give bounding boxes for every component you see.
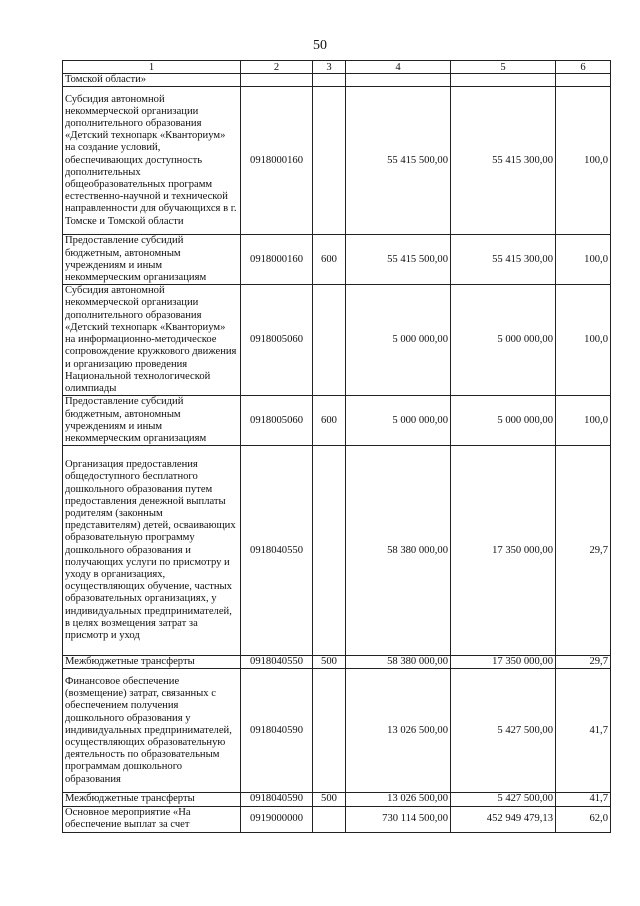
row-type xyxy=(313,87,346,235)
table-row xyxy=(63,285,611,396)
row-pct: 100,0 xyxy=(556,285,611,396)
row-plan: 58 380 000,00 xyxy=(346,656,451,669)
table-row xyxy=(63,656,611,669)
row-type xyxy=(313,669,346,793)
header-col-4: 4 xyxy=(346,61,451,74)
row-type xyxy=(313,285,346,396)
header-col-5: 5 xyxy=(451,61,556,74)
row-name: Межбюджетные трансферты xyxy=(63,656,241,669)
row-plan: 730 114 500,00 xyxy=(346,806,451,832)
table-header-row xyxy=(63,61,611,74)
budget-table xyxy=(62,60,611,833)
row-fact: 17 350 000,00 xyxy=(451,446,556,656)
row-name: Предоставление субсидий бюджетным, автономным учреждениям и иным некоммерческим организациям xyxy=(63,396,241,446)
row-plan: 13 026 500,00 xyxy=(346,669,451,793)
row-plan xyxy=(346,74,451,87)
row-type: 500 xyxy=(313,793,346,806)
header-col-6: 6 xyxy=(556,61,611,74)
row-pct: 62,0 xyxy=(556,806,611,832)
table-row xyxy=(63,446,611,656)
table-row xyxy=(63,806,611,832)
row-name: Межбюджетные трансферты xyxy=(63,793,241,806)
row-plan: 5 000 000,00 xyxy=(346,285,451,396)
row-plan: 55 415 500,00 xyxy=(346,87,451,235)
row-code: 0918005060 xyxy=(241,285,313,396)
row-code: 0918040550 xyxy=(241,656,313,669)
row-fact: 5 427 500,00 xyxy=(451,669,556,793)
row-type: 600 xyxy=(313,396,346,446)
row-type xyxy=(313,446,346,656)
row-pct: 29,7 xyxy=(556,446,611,656)
table-row xyxy=(63,669,611,793)
row-fact: 452 949 479,13 xyxy=(451,806,556,832)
header-col-1: 1 xyxy=(63,61,241,74)
row-pct: 41,7 xyxy=(556,793,611,806)
table-row xyxy=(63,793,611,806)
header-col-2: 2 xyxy=(241,61,313,74)
row-pct: 100,0 xyxy=(556,396,611,446)
row-code: 0918000160 xyxy=(241,235,313,285)
row-fact: 5 000 000,00 xyxy=(451,285,556,396)
row-type xyxy=(313,806,346,832)
table-row xyxy=(63,396,611,446)
row-type xyxy=(313,74,346,87)
row-fact: 5 000 000,00 xyxy=(451,396,556,446)
row-fact: 5 427 500,00 xyxy=(451,793,556,806)
row-name: Организация предоставления общедоступного бесплатного дошкольного образования путем предоставления денежной выплаты родителям (законным представителям) детей, осваивающих образовательную программу дошкольного образования и получающих услуги по присмотру и уходу в организациях, осуществляющих обучение, частных образовательных организациях, у индивидуальных предпринимателей, в целях возмещения затрат за присмотр и уход xyxy=(63,446,241,656)
row-type: 600 xyxy=(313,235,346,285)
row-plan: 5 000 000,00 xyxy=(346,396,451,446)
row-code xyxy=(241,74,313,87)
row-name: Финансовое обеспечение (возмещение) затрат, связанных с обеспечением получения дошкольного образования у индивидуальных предпринимателей, осуществляющих образовательную деятельность по образовательным программам дошкольного образования xyxy=(63,669,241,793)
row-code: 0918040590 xyxy=(241,669,313,793)
row-code: 0918040550 xyxy=(241,446,313,656)
row-name: Предоставление субсидий бюджетным, автономным учреждениям и иным некоммерческим организациям xyxy=(63,235,241,285)
table-row xyxy=(63,235,611,285)
header-col-3: 3 xyxy=(313,61,346,74)
row-pct: 100,0 xyxy=(556,235,611,285)
row-fact: 17 350 000,00 xyxy=(451,656,556,669)
row-code: 0918000160 xyxy=(241,87,313,235)
row-pct: 29,7 xyxy=(556,656,611,669)
row-name: Основное мероприятие «На обеспечение выплат за счет xyxy=(63,806,241,832)
table-row xyxy=(63,74,611,87)
row-name: Субсидия автономной некоммерческой организации дополнительного образования «Детский технопарк «Кванториум» на создание условий, обеспечивающих доступность дополнительных общеобразовательных программ естественно-научной и технической направленности для обучающихся в г. Томске и Томской области xyxy=(63,87,241,235)
row-fact: 55 415 300,00 xyxy=(451,235,556,285)
row-code: 0918040590 xyxy=(241,793,313,806)
table-row xyxy=(63,87,611,235)
row-plan: 55 415 500,00 xyxy=(346,235,451,285)
row-type: 500 xyxy=(313,656,346,669)
row-name: Субсидия автономной некоммерческой организации дополнительного образования «Детский технопарк «Кванториум» на информационно-методическое сопровождение кружкового движения и организацию проведения Национальной технологической олимпиады xyxy=(63,285,241,396)
row-fact xyxy=(451,74,556,87)
page-number: 50 xyxy=(313,38,327,53)
row-code: 0919000000 xyxy=(241,806,313,832)
row-pct: 100,0 xyxy=(556,87,611,235)
row-fact: 55 415 300,00 xyxy=(451,87,556,235)
row-name: Томской области» xyxy=(63,74,241,87)
row-pct xyxy=(556,74,611,87)
row-pct: 41,7 xyxy=(556,669,611,793)
row-code: 0918005060 xyxy=(241,396,313,446)
row-plan: 58 380 000,00 xyxy=(346,446,451,656)
row-plan: 13 026 500,00 xyxy=(346,793,451,806)
